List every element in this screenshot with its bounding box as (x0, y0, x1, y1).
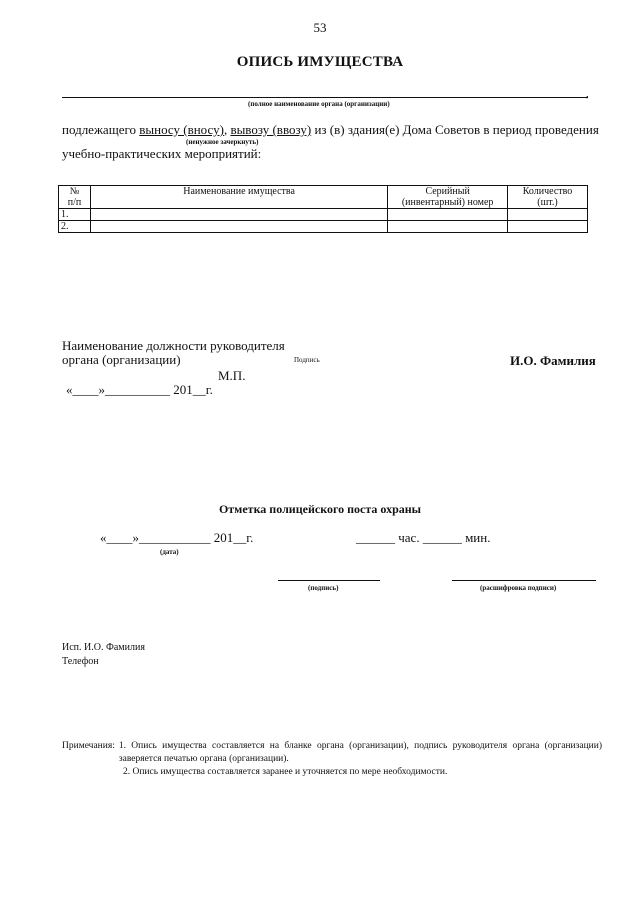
organization-line-comma: , (586, 88, 589, 100)
note-1 (62, 740, 602, 766)
intro-line-2: учебно-практических мероприятий: (62, 146, 262, 161)
date-caption: (дата) (160, 548, 179, 556)
intro-line-1 (62, 122, 599, 138)
cell-serial-number (388, 209, 508, 221)
organization-name-line (62, 97, 588, 98)
executor-name: Исп. И.О. Фамилия (62, 642, 145, 653)
table-header-row (59, 186, 588, 209)
cell-property-name (90, 221, 387, 233)
head-position-line-1: Наименование должности руководителя (62, 338, 285, 353)
stamp-place: М.П. (218, 368, 246, 383)
note-2: 2. Опись имущества составляется заранее и уточняется по мере необходимости. (123, 767, 448, 777)
header-number: № п/п (59, 186, 91, 209)
cell-serial-number (388, 221, 508, 233)
head-name: И.О. Фамилия (510, 353, 596, 368)
header-quantity: Количество (шт.) (508, 186, 588, 209)
police-post-title: Отметка полицейского поста охраны (218, 502, 422, 516)
cell-number: 1. (59, 209, 91, 221)
notes-section (62, 740, 602, 779)
cell-property-name (90, 209, 387, 221)
cell-quantity (508, 209, 588, 221)
signature-decoding-caption: (расшифровка подписи) (480, 584, 557, 592)
executor-phone: Телефон (62, 656, 99, 667)
table-row (59, 209, 588, 221)
organization-caption: (полное наименование органа (организации) (248, 100, 390, 108)
signature-line (278, 580, 380, 581)
signature-caption: (подпись) (308, 584, 339, 592)
signature-decoding-line (452, 580, 596, 581)
signature-label: Подпись (294, 356, 320, 364)
note-1-text: 1. Опись имущества составляется на бланке органа (организации), подпись руководителя органа (организации) заверяется печатью органа (организации). (118, 741, 602, 764)
header-serial-number: Серийный (инвентарный) номер (388, 186, 508, 209)
notes-label: Примечания: (62, 741, 115, 751)
page-number: 53 (313, 20, 327, 35)
option-drive-out: вывозу (ввозу) (230, 122, 312, 137)
header-property-name: Наименование имущества (90, 186, 387, 209)
police-post-date: «____»___________ 201__г. (100, 530, 254, 545)
intro-suffix: из (в) здания(е) Дома Советов в период проведения (311, 122, 599, 137)
option-carry-out: выносу (вносу) (139, 122, 224, 137)
cell-number: 2. (59, 221, 91, 233)
head-signature-date: «____»__________ 201__г. (66, 382, 213, 397)
police-post-time: ______ час. ______ мин. (356, 530, 491, 545)
intro-separator: , (223, 122, 231, 137)
inventory-table (58, 185, 588, 233)
intro-prefix: подлежащего (62, 122, 140, 137)
head-position-line-2: органа (организации) (62, 352, 181, 367)
strike-unneeded-caption: (ненужное зачеркнуть) (186, 138, 259, 146)
table-row (59, 221, 588, 233)
document-title: ОПИСЬ ИМУЩЕСТВА (236, 54, 404, 70)
cell-quantity (508, 221, 588, 233)
